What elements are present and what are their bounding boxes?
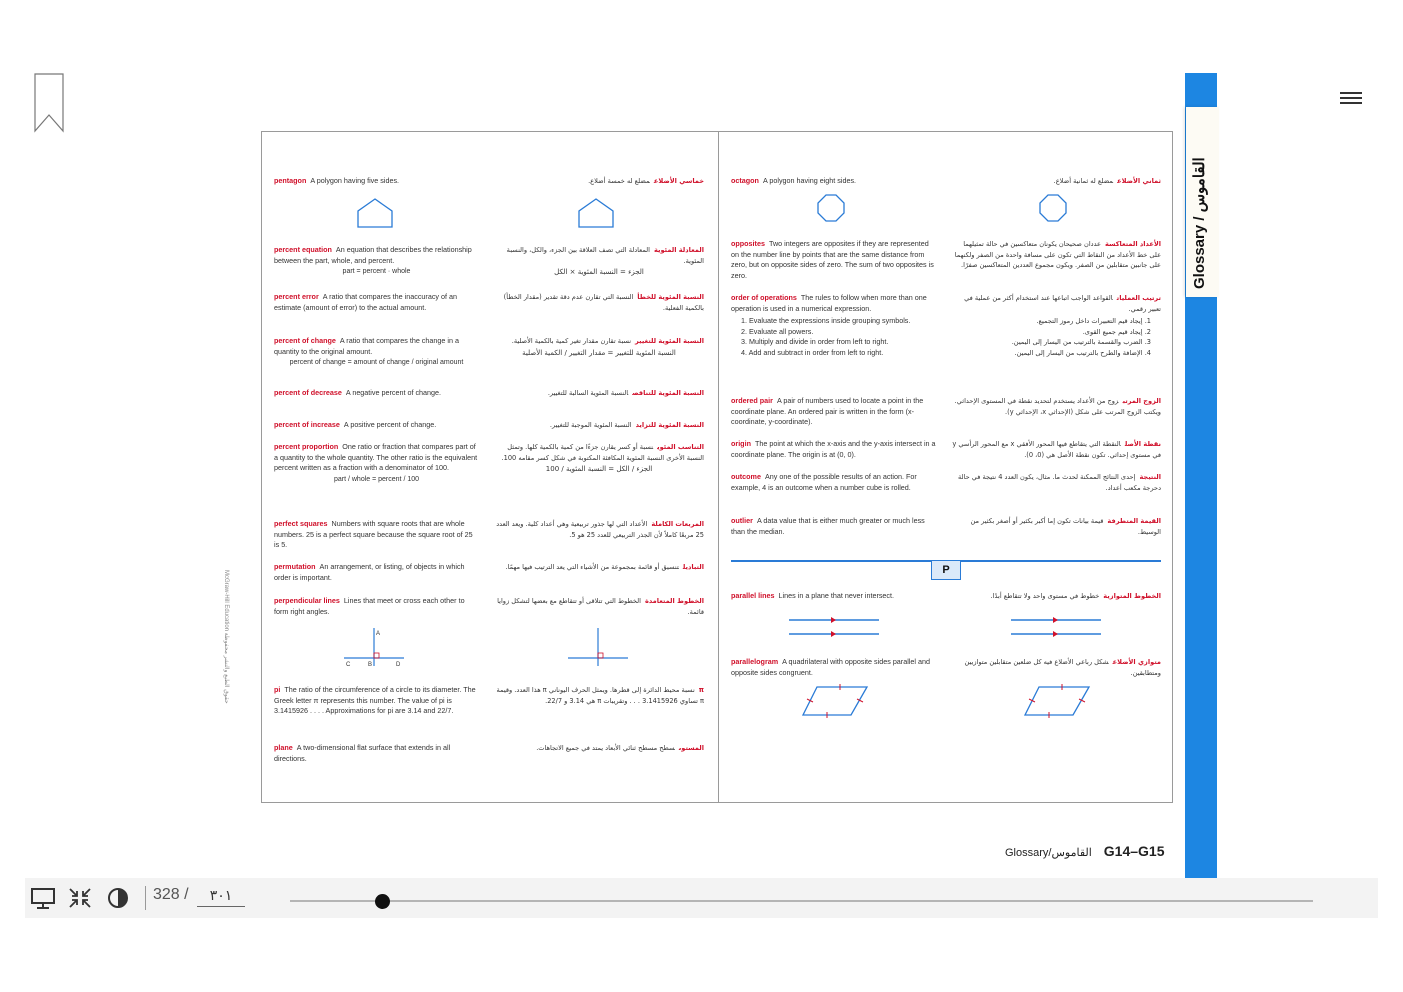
page-right bbox=[719, 132, 1174, 802]
entry-perpendicular-lines: perpendicular lines Lines that meet or cross each other to form right angles. bbox=[274, 596, 465, 616]
entry-outcome: outcome Any one of the possible results of an action. For example, 4 is an outcome when a number cube is rolled. bbox=[731, 472, 917, 492]
entry-parallel-lines: parallel lines Lines in a plane that never intersect. bbox=[731, 591, 895, 600]
book-spread bbox=[261, 131, 1173, 803]
entry-opposites-ar: الأعداد المتعاكسةعددان صحيحان يكونان متعاكسين في حالة تمثيلهما على خط الأعداد من النقاط التي تكون على مسافة واحدة من الصفر ولكنهما على جانبين متقابلين من الصفر. ويكون مجموع العددين المتعاكسين صفرًا. bbox=[954, 240, 1161, 269]
entry-order-of-operations: order of operations The rules to follow when more than one operation is used in a numerical expression. 1. Evaluate the expressions inside grouping symbols. 2. Evaluate all powers. 3. Multiply and divide in order from left to right. 4. Add and subtract in order from left to right. bbox=[731, 293, 936, 358]
pentagon-figure bbox=[357, 198, 393, 228]
entry-permutation-ar: التباديلتنسيق أو قائمة بمجموعة من الأشياء التي يعد الترتيب فيها مهمًا. bbox=[505, 563, 704, 571]
entry-percent-proportion-ar: التناسب المئوينسبة أو كسر يقارن جزءًا من كمية بالكمية كلها. وتمثل النسبة الأخرى النسبة المئوية المكافئة المكتوبة في شكل كسر مقامه 100. الجزء / الكل = النسبة المئوية / 100 bbox=[501, 443, 704, 473]
bookmark-icon[interactable] bbox=[33, 73, 65, 133]
page-slider-track[interactable] bbox=[290, 900, 1313, 902]
entry-order-of-operations-ar: ترتيب العملياتالقواعد الواجب اتباعها عند استخدام أكثر من عملية في تعبير رقمي. 1. إيجاد قيم التعبيرات داخل رموز التجميع. 2. إيجاد قيم جميع القوى. 3. الضرب والقسمة بالترتيب من اليسار إلى اليمين. 4. الإضافة والطرح بالترتيب من اليسار إلى اليمين. bbox=[951, 293, 1161, 358]
perpendicular-figure-ar bbox=[566, 626, 630, 668]
fig-label-c: C bbox=[346, 662, 351, 668]
entry-percent-equation: percent equation An equation that describes the relationship between the part, whole, and percent. part = percent · whole bbox=[274, 245, 472, 275]
entry-percent-of-change: percent of change A ratio that compares the change in a quantity to the original amount. percent of change = amount of change / original amount bbox=[274, 336, 464, 366]
entry-pi-ar: πنسبة محيط الدائرة إلى قطرها. ويمثل الحرف اليوناني π هذا العدد. وقيمة π تساوي 3.1415926 . . . وتقريبات π هي 3.14 و 22/7. bbox=[496, 686, 704, 705]
fig-label-d: D bbox=[396, 662, 401, 668]
entry-perfect-squares: perfect squares Numbers with square roots that are whole numbers. 25 is a perfect square because the square root of 25 is 5. bbox=[274, 519, 473, 549]
entry-octagon-ar: ثماني الأضلاعمضلع له ثمانية أضلاع. bbox=[1053, 177, 1161, 185]
entry-percent-proportion: percent proportion One ratio or fraction that compares part of a quantity to the whole quantity. The other ratio is the equivalent percent written as a fraction with a denominator of 100. part / whole = percent / 100 bbox=[274, 442, 478, 483]
entry-ordered-pair: ordered pair A pair of numbers used to locate a point in the coordinate plane. An ordered pair is written in the form (x-coordinate, y-coordinate). bbox=[731, 396, 924, 426]
entry-parallelogram-ar: متوازي الأضلاعشكل رباعي الأضلاع فيه كل ضلعين متقابلين متوازيين ومتطابقين. bbox=[964, 658, 1161, 677]
order-step: 3. Multiply and divide in order from left to right. bbox=[741, 337, 889, 346]
perpendicular-figure bbox=[342, 626, 406, 668]
parallel-lines-figure bbox=[787, 614, 881, 640]
entry-opposites: opposites Two integers are opposites if they are represented on the number line by points that are the same distance from zero, but on opposite sides of zero. The sum of two opposites is zero. bbox=[731, 239, 934, 280]
parallelogram-figure-ar bbox=[1023, 685, 1091, 717]
order-step: 2. Evaluate all powers. bbox=[741, 326, 814, 336]
entry-plane: plane A two-dimensional flat surface that extends in all directions. bbox=[274, 743, 451, 763]
entry-parallel-lines-ar: الخطوط المتوازيةخطوط في مستوى واحد ولا تتقاطع أبدًا. bbox=[990, 592, 1161, 600]
running-head bbox=[1005, 843, 1165, 859]
entry-outlier-ar: القيمة المتطرفةقيمة بيانات تكون إما أكبر بكثير أو أصغر بكثير من الوسيط. bbox=[970, 517, 1161, 536]
entry-percent-of-increase-ar: النسبة المئوية للتزايدالنسبة المئوية الموجبة للتغيير. bbox=[549, 421, 704, 429]
entry-percent-of-change-ar: النسبة المئوية للتغييرنسبة تقارن مقدار تغير كمية بالكمية الأصلية. النسبة المئوية للتغيير = مقدار التغيير / الكمية الأصلية bbox=[511, 337, 704, 357]
entry-pi: pi The ratio of the circumference of a circle to its diameter. The Greek letter π represents this number. The value of pi is 3.1415926 . . . . Approximations for pi are 3.14 and 22/7. bbox=[274, 685, 476, 715]
entry-percent-of-decrease: percent of decrease A negative percent of change. bbox=[274, 388, 442, 397]
entry-pentagon: pentagon A polygon having five sides. bbox=[274, 176, 400, 185]
parallel-lines-figure-ar bbox=[1009, 614, 1103, 640]
order-step-ar: 1. إيجاد قيم التعبيرات داخل رموز التجميع. bbox=[1036, 317, 1151, 325]
page-count: 328 / bbox=[153, 886, 189, 903]
fig-label-a: A bbox=[376, 631, 381, 637]
entry-outcome-ar: النتيجةإحدى النتائج الممكنة لحدث ما. مثال، يكون العدد 4 نتيجة في حالة دحرجة مكعب أعداد. bbox=[958, 473, 1161, 492]
running-head-title: Glossary/القاموس bbox=[1005, 847, 1092, 859]
copyright-credit: McGraw-Hill Education حقوق الطبع والنشر محفوظة bbox=[223, 570, 229, 704]
collapse-icon[interactable] bbox=[68, 887, 92, 909]
entry-outlier: outlier A data value that is either much greater or much less than the median. bbox=[731, 516, 925, 536]
order-step: 4. Add and subtract in order from left to right. bbox=[741, 347, 884, 357]
pentagon-figure-ar bbox=[578, 198, 614, 228]
parallelogram-figure bbox=[801, 685, 869, 717]
order-step-ar: 3. الضرب والقسمة بالترتيب من اليسار إلى اليمين. bbox=[1011, 338, 1151, 346]
entry-octagon: octagon A polygon having eight sides. bbox=[731, 176, 857, 185]
section-letter: P bbox=[931, 560, 961, 580]
entry-percent-equation-ar: المعادلة المئويةالمعادلة التي تصف العلاقة بين الجزء، والكل، والنسبة المئوية. الجزء = النسبة المئوية × الكل bbox=[506, 246, 704, 276]
entry-pentagon-ar: خماسي الأضلاعمضلع له خمسة أضلاع. bbox=[588, 177, 704, 185]
reader-toolbar bbox=[25, 878, 1378, 918]
entry-perpendicular-lines-ar: الخطوط المتعامدةالخطوط التي تتلاقى أو تتقاطع مع بعضها لتشكل زوايا قائمة. bbox=[497, 597, 704, 616]
entry-percent-error: percent error A ratio that compares the inaccuracy of an estimate (amount of error) to the actual amount. bbox=[274, 292, 457, 312]
fig-label-b: B bbox=[368, 662, 373, 668]
order-step-ar: 2. إيجاد قيم جميع القوى. bbox=[1082, 327, 1151, 336]
entry-origin-ar: نقطة الأصلالنقطة التي يتقاطع فيها المحور الأفقي x مع المحور الرأسي y في مستوى إحداثي. تكون نقطة الأصل هي (0، 0). bbox=[952, 440, 1161, 459]
page-left bbox=[262, 132, 717, 802]
entry-percent-error-ar: النسبة المئوية للخطأالنسبة التي تقارن عدم دقة تقدير (مقدار الخطأ) بالكمية الفعلية. bbox=[503, 293, 704, 312]
menu-icon[interactable] bbox=[1340, 92, 1362, 108]
order-step: 1. Evaluate the expressions inside grouping symbols. bbox=[741, 316, 911, 325]
glossary-tab[interactable]: Glossary / القاموس bbox=[1186, 107, 1219, 297]
contrast-icon[interactable] bbox=[106, 887, 130, 909]
order-step-ar: 4. الإضافة والطرح بالترتيب من اليسار إلى اليمين. bbox=[1014, 348, 1151, 357]
octagon-figure-ar bbox=[1039, 194, 1067, 222]
entry-parallelogram: parallelogram A quadrilateral with opposite sides parallel and opposite sides congruent. bbox=[731, 657, 930, 677]
entry-percent-of-decrease-ar: النسبة المئوية للتناقصالنسبة المئوية السالبة للتغيير. bbox=[547, 389, 704, 397]
entry-origin: origin The point at which the x-axis and the y-axis intersect in a coordinate plane. The origin is at (0, 0). bbox=[731, 439, 936, 459]
entry-perfect-squares-ar: المربعات الكاملةالأعداد التي لها جذور تربيعية وهي أعداد كلية. ويعد العدد 25 مربعًا كاملاً لأن الجذر التربيعي للعدد 25 هو 5. bbox=[496, 520, 704, 539]
page-range: G14–G15 bbox=[1103, 843, 1165, 859]
entry-permutation: permutation An arrangement, or listing, of objects in which order is important. bbox=[274, 562, 465, 582]
octagon-figure bbox=[817, 194, 845, 222]
page-slider-thumb[interactable] bbox=[375, 894, 390, 909]
entry-percent-of-increase: percent of increase A positive percent of change. bbox=[274, 420, 437, 429]
monitor-icon[interactable] bbox=[31, 887, 55, 909]
entry-plane-ar: المستوىسطح مسطح ثنائي الأبعاد يمتد في جميع الاتجاهات. bbox=[536, 744, 704, 752]
entry-ordered-pair-ar: الزوج المرتبزوج من الأعداد يستخدم لتحديد نقطة في المستوى الإحداثي. ويكتب الزوج المرتب على شكل (الإحداثي x، الإحداثي y). bbox=[954, 397, 1161, 416]
page-number-input[interactable] bbox=[197, 885, 245, 907]
